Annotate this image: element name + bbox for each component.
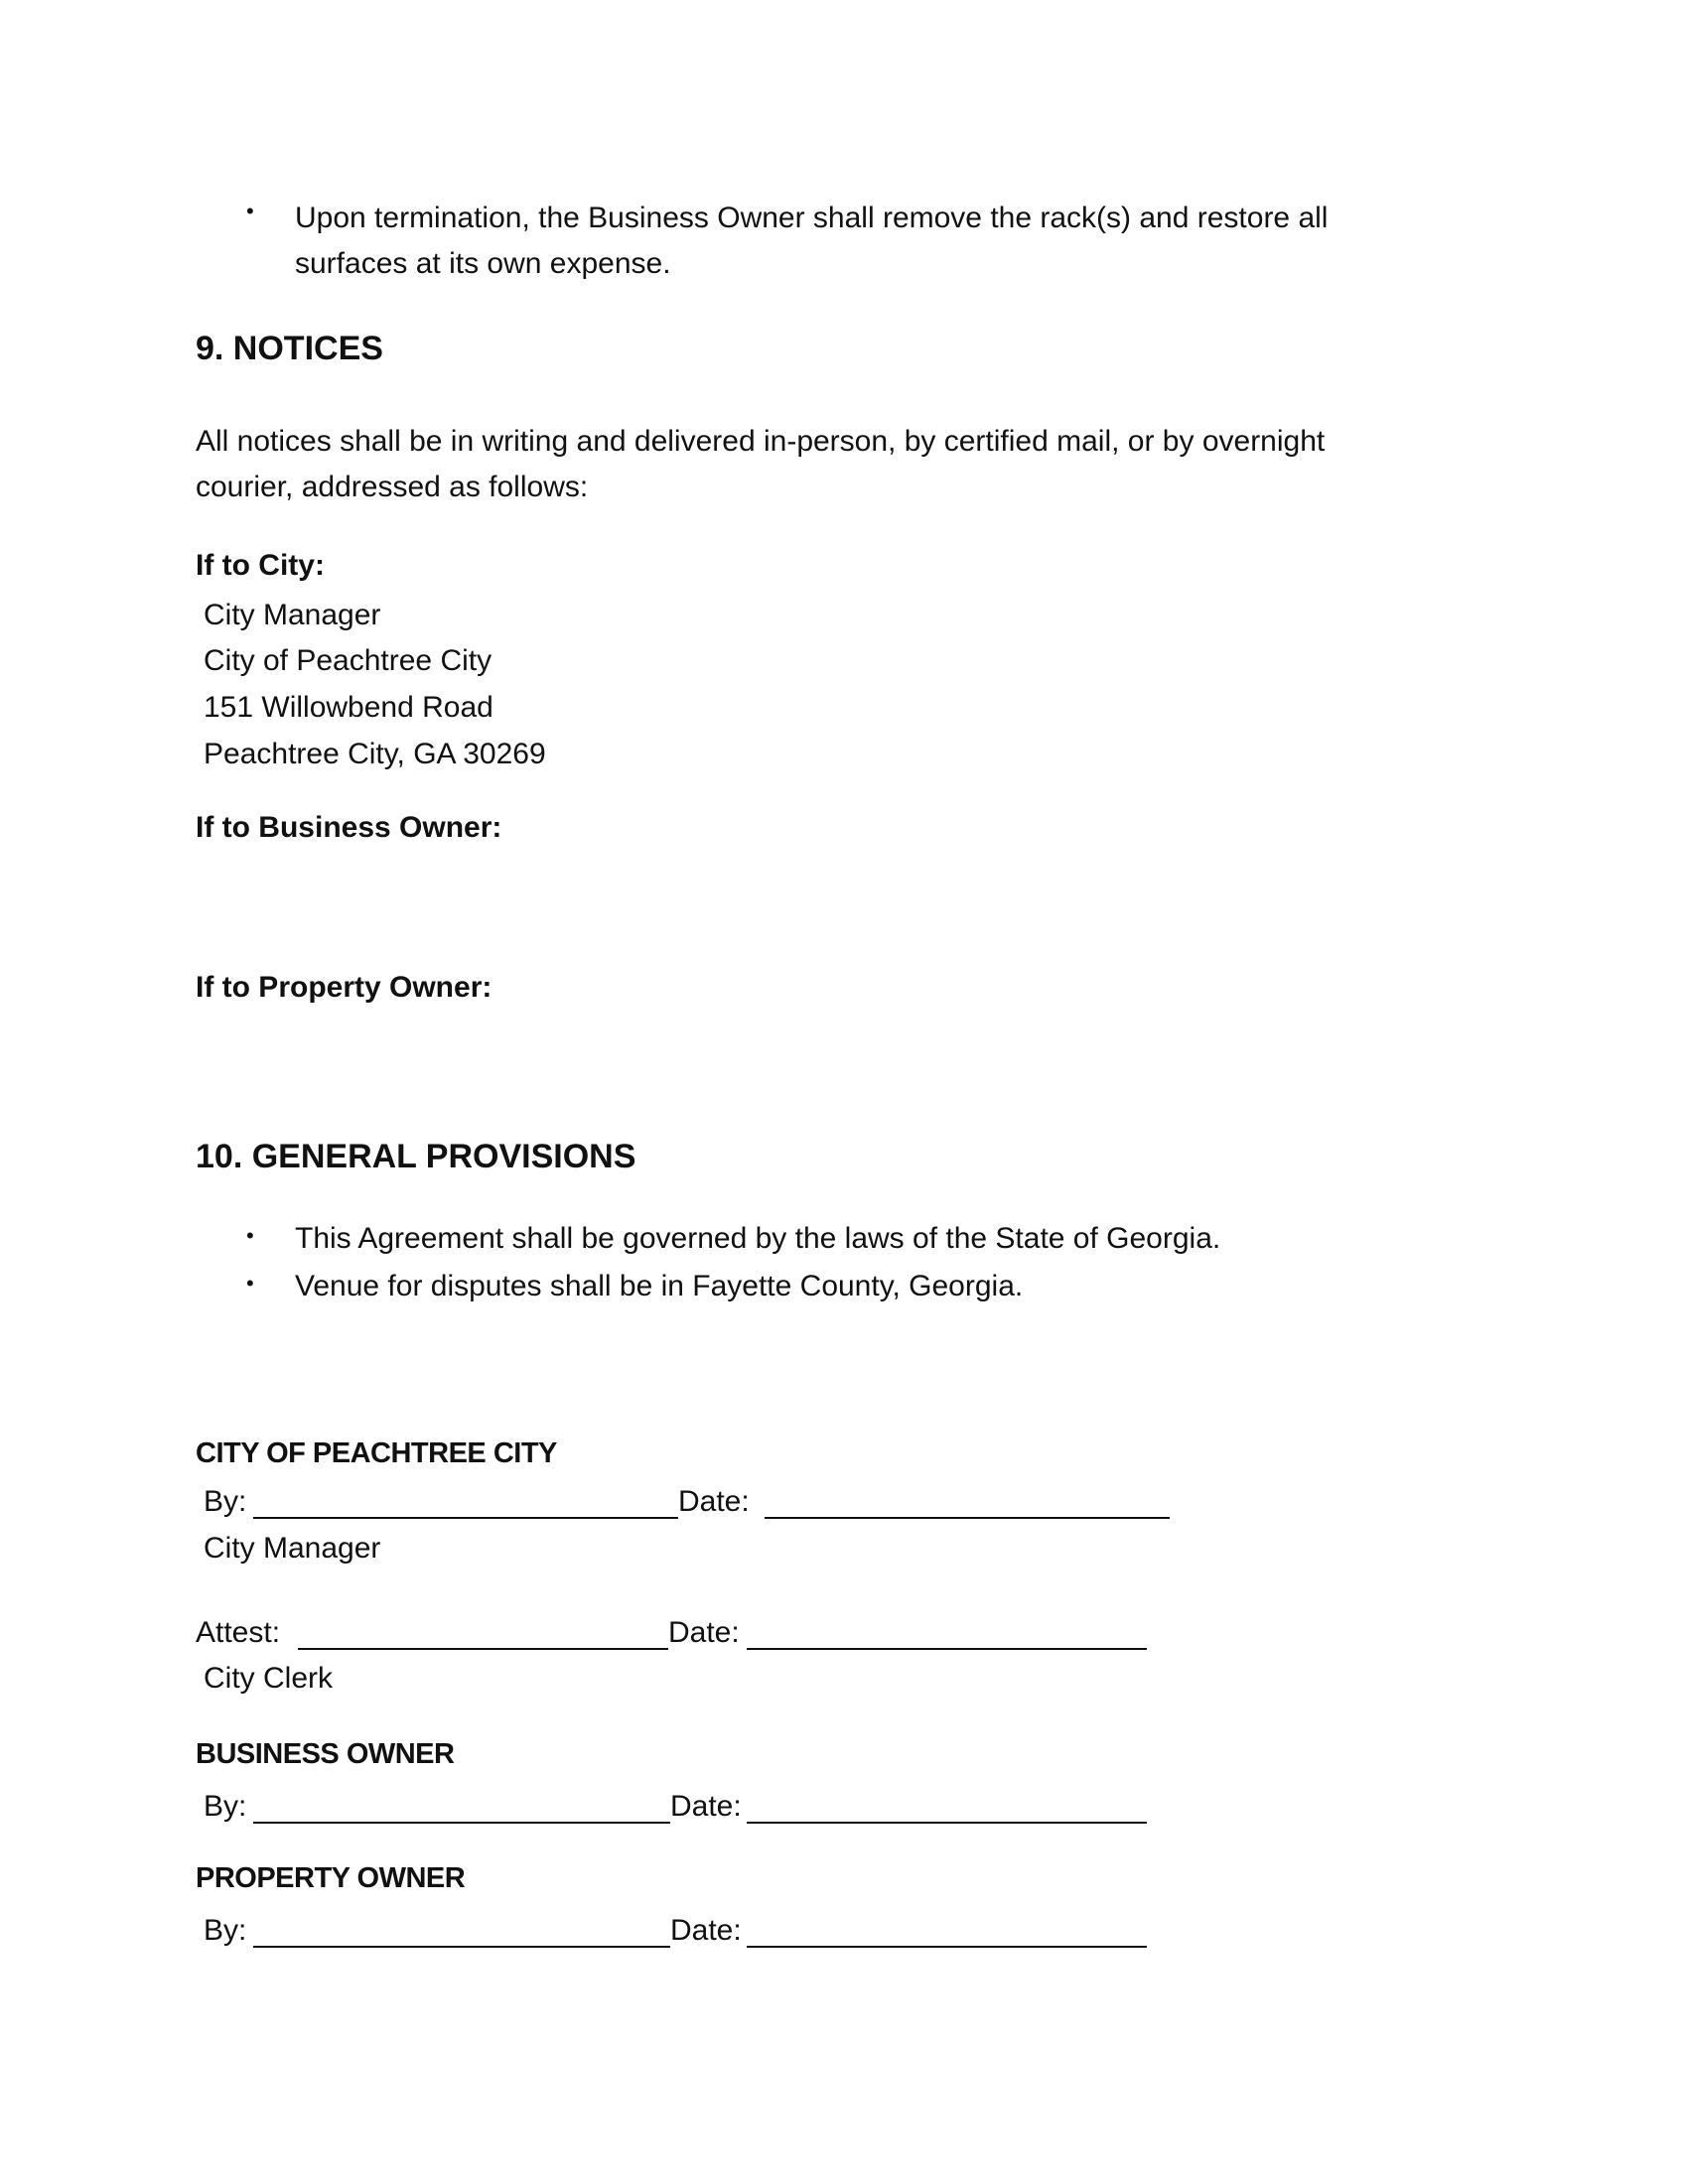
business-owner-date-line[interactable] bbox=[747, 1822, 1147, 1824]
city-address-line: City of Peachtree City bbox=[204, 644, 492, 677]
notices-intro-line-2: courier, addressed as follows: bbox=[196, 471, 589, 503]
city-manager-date-line[interactable] bbox=[765, 1517, 1170, 1519]
attest-signature-line[interactable] bbox=[298, 1648, 668, 1650]
city-date-label: Date: bbox=[678, 1485, 750, 1518]
business-owner-signature-heading: BUSINESS OWNER bbox=[196, 1738, 455, 1770]
attest-label: Attest: bbox=[196, 1616, 281, 1649]
business-date-label: Date: bbox=[670, 1790, 742, 1823]
bullet-marker: • bbox=[246, 1271, 254, 1296]
termination-line-1: Upon termination, the Business Owner shall remove the rack(s) and restore all bbox=[295, 202, 1329, 234]
city-signature-heading: CITY OF PEACHTREE CITY bbox=[196, 1437, 557, 1469]
provision-item: This Agreement shall be governed by the laws of the State of Georgia. bbox=[295, 1222, 1221, 1255]
notices-heading: 9. NOTICES bbox=[196, 330, 383, 367]
city-manager-title: City Manager bbox=[204, 1532, 381, 1565]
business-owner-signature-line[interactable] bbox=[253, 1822, 670, 1824]
property-owner-date-line[interactable] bbox=[747, 1946, 1147, 1948]
property-date-label: Date: bbox=[670, 1914, 742, 1947]
city-manager-signature-line[interactable] bbox=[253, 1517, 678, 1519]
city-address-line: 151 Willowbend Road bbox=[204, 691, 493, 724]
city-by-label: By: bbox=[204, 1485, 247, 1518]
property-by-label: By: bbox=[204, 1914, 247, 1947]
attest-date-line[interactable] bbox=[747, 1648, 1147, 1650]
attest-date-label: Date: bbox=[668, 1616, 740, 1649]
if-to-business-owner-label: If to Business Owner: bbox=[196, 811, 502, 844]
termination-line-2: surfaces at its own expense. bbox=[295, 247, 671, 280]
property-owner-signature-line[interactable] bbox=[253, 1946, 670, 1948]
city-clerk-title: City Clerk bbox=[204, 1662, 334, 1695]
bullet-marker: • bbox=[246, 199, 254, 223]
provision-item: Venue for disputes shall be in Fayette County, Georgia. bbox=[295, 1270, 1024, 1302]
general-provisions-heading: 10. GENERAL PROVISIONS bbox=[196, 1138, 636, 1175]
business-by-label: By: bbox=[204, 1790, 247, 1823]
city-address-line: City Manager bbox=[204, 599, 381, 631]
notices-intro-line-1: All notices shall be in writing and delivered in-person, by certified mail, or by overnight bbox=[196, 425, 1326, 458]
bullet-marker: • bbox=[246, 1223, 254, 1248]
property-owner-signature-heading: PROPERTY OWNER bbox=[196, 1862, 466, 1894]
city-address-line: Peachtree City, GA 30269 bbox=[204, 738, 546, 770]
if-to-city-label: If to City: bbox=[196, 549, 325, 582]
if-to-property-owner-label: If to Property Owner: bbox=[196, 971, 492, 1004]
